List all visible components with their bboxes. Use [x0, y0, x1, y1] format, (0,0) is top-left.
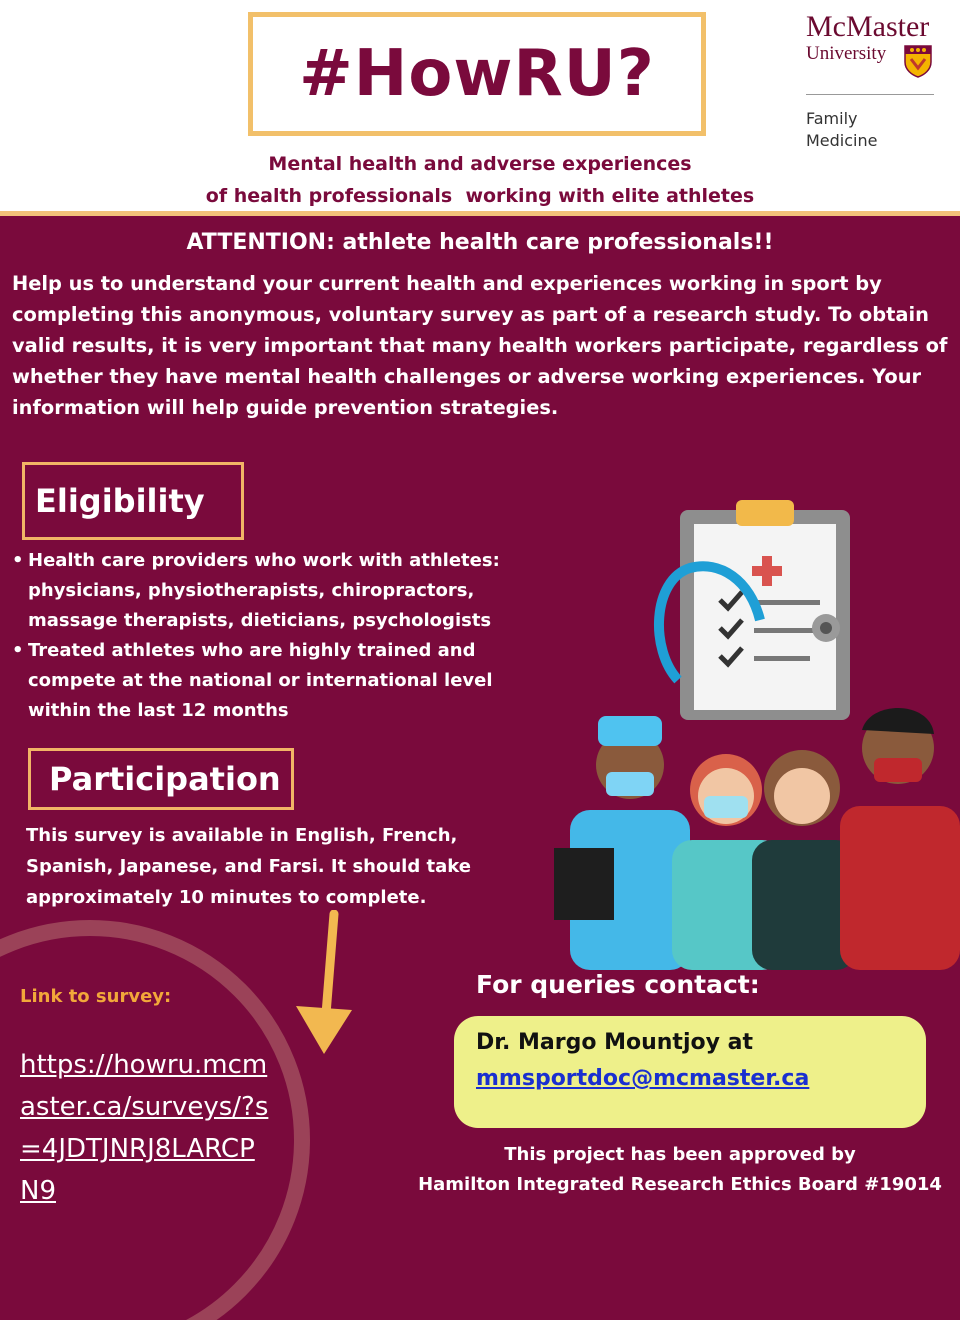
- intro-text-1: Help us to understand your current health and experiences working in sport by completing this anonymous, voluntary survey as part of a research study. To obtain valid results, it is very important that many health workers participate,: [12, 272, 929, 357]
- participation-heading-box: [28, 748, 294, 810]
- title-frame: [248, 12, 706, 136]
- attention-heading: ATTENTION: athlete health care professionals!!: [186, 230, 774, 255]
- intro-text-2: of whether they have mental health challenges or adverse working experiences. Your information will help guide prevention strategies.: [12, 334, 948, 419]
- crest-icon: [904, 44, 932, 78]
- subtitle-line-2: of health professionals working with elite athletes: [205, 185, 755, 207]
- ethics-approval: [380, 1140, 960, 1200]
- participation-heading: Participation: [49, 760, 281, 798]
- eligibility-item-2: Treated athletes who are highly trained and compete at the national or international level within the last 12 months: [28, 640, 493, 721]
- eligibility-heading-box: [22, 462, 244, 540]
- arrow-down-icon: [290, 910, 360, 1060]
- participation-text: This survey is available in English, French, Spanish, Japanese, and Farsi. It should take approximately 10 minutes to complete.: [26, 825, 471, 908]
- approval-line-1: This project has been approved by: [504, 1144, 856, 1165]
- logo-divider: [806, 94, 934, 95]
- survey-link[interactable]: https://howru.mcmaster.ca/surveys/?s=4JDTJNRJ8LARCPN9: [20, 1050, 269, 1206]
- contact-email-link[interactable]: mmsportdoc@mcmaster.ca: [476, 1066, 810, 1091]
- bullet-icon: •: [12, 550, 24, 571]
- eligibility-item-1: Health care providers who work with athletes: physicians, physiotherapists, chiropractors, massage therapists, dieticians, psychologists: [28, 550, 500, 631]
- department-line-2: Medicine: [806, 131, 878, 150]
- eligibility-list: [12, 546, 552, 726]
- list-item: [12, 546, 552, 636]
- subtitle-line-1: Mental health and adverse experiences: [268, 153, 692, 175]
- department-line-1: Family: [806, 109, 858, 128]
- bullet-icon: •: [12, 640, 24, 661]
- eligibility-heading: Eligibility: [35, 482, 205, 520]
- department-name: [806, 108, 877, 152]
- page-subtitle: [160, 148, 800, 212]
- intro-emphasis: regardless: [802, 334, 919, 357]
- health-professionals-illustration: [540, 490, 960, 970]
- survey-link-label: Link to survey:: [20, 986, 172, 1007]
- contact-card: [454, 1016, 926, 1128]
- approval-line-2: Hamilton Integrated Research Ethics Board #19014: [418, 1174, 942, 1195]
- logo-line-1: McMaster: [806, 10, 930, 43]
- list-item: [12, 636, 552, 726]
- intro-paragraph: [12, 268, 952, 423]
- contact-name: Dr. Margo Mountjoy at: [476, 1030, 753, 1055]
- logo-line-2: University: [806, 43, 887, 64]
- page-title: #HowRU?: [299, 37, 655, 111]
- contact-heading: For queries contact:: [476, 970, 760, 999]
- mcmaster-logo: [806, 12, 946, 172]
